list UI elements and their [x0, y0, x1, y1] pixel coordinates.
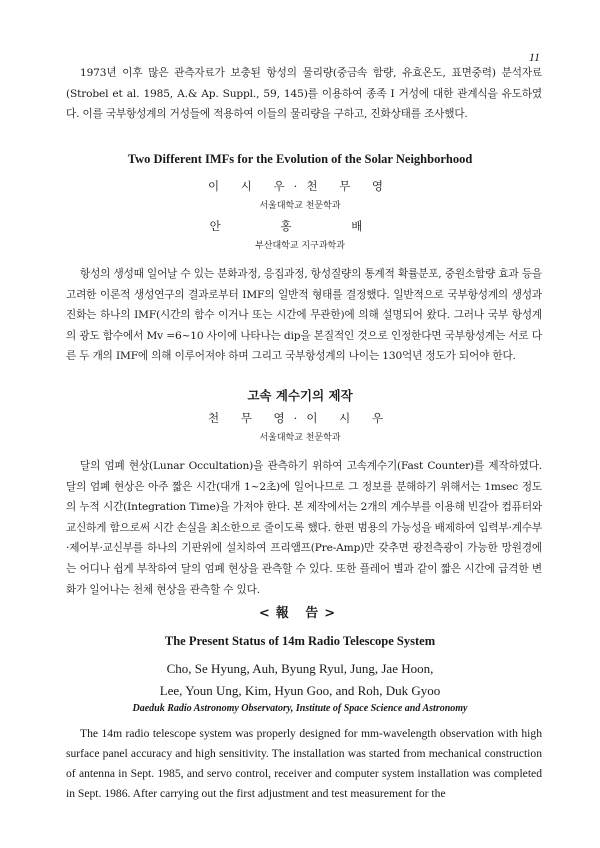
section2-title: 고속 계수기의 제작 [247, 388, 353, 403]
section2-body: 달의 엄폐 현상(Lunar Occultation)을 관측하기 위하여 고속계수기(Fast Counter)를 제작하였다. 달의 엄폐 현상은 아주 짧은 시간(대개 1~2초)에 일어나므로 그 정보를 분해하기 위해서는 1msec 정도의 누적 시간(Integration Time)을 가져야 한다. 본 제작에서는 2개의 계수부를 이용해 빈갈아 컴퓨터와 교신하게 함으로써 시간 손실을 최소한으로 줄이도록 했다. 한편 범용의 가능성을 배제하여 입력부·계수부·제어부·교신부를 하나의 기판위에 설치하여 프리앰프(Pre-Amp)만 갖추면 광전측광이 가능한 망원경에는 어디나 쉽게 부착하여 달의 엄폐 현상을 관측할 수 있다. 또한 플레어 별과 같이 짧은 시간에 급격한 변화가 일어나는 천체 현상을 관측할 수 있다. [66, 460, 542, 596]
intro-paragraph: 1973년 이후 많은 관측자료가 보충된 항성의 물리량(중금속 함량, 유효온도, 표면중력) 분석자료(Strobel et al. 1985, A.& Ap. Suppl., 59, 145)를 이용하여 종족 I 거성에 대한 관계식을 유도하였다. 이를 국부항성계의 거성들에 적용하여 이들의 물리량을 구하고, 진화상태를 조사했다. [66, 67, 542, 121]
report-heading: <報 告> [258, 606, 342, 621]
section1-title: Two Different IMFs for the Evolution of the Solar Neighborhood [127, 152, 473, 166]
section2-affiliation: 서울대학교 천문학과 [259, 433, 341, 443]
section1-affiliation2: 부산대학교 지구과학과 [255, 241, 345, 251]
section1-affiliation: 서울대학교 천문학과 [259, 201, 341, 211]
section1-body: 항성의 생성때 일어날 수 있는 분화과정, 응집과정, 항성질량의 통계적 확률분포, 중원소함량 효과 등을 고려한 이론적 생성연구의 결과로부터 IMF의 일반적 형태를 결정했다. 일반적으로 국부항성계의 생성과 진화는 하나의 IMF(시간의 함수 이거나 또는 시간에 무관한)에 의해 설명되어 왔다. 그러나 국부 항성계의 광도 함수에서 Mv =6~10 사이에 나타나는 dip을 본질적인 것으로 인정한다면 국부항성계는 서로 다른 두 개의 IMF에 의해 이루어져야 하며 그리고 국부항성계의 나이는 130억년 정도가 되어야 한다. [66, 268, 542, 363]
report-authors-line2: Lee, Youn Ung, Kim, Hyun Goo, and Roh, Duk Gyoo [159, 683, 441, 698]
report-authors-line1: Cho, Se Hyung, Auh, Byung Ryul, Jung, Jae Hoon, [166, 661, 434, 676]
section1-author2: 안 홍 배 [209, 219, 391, 233]
page-number: 11 [528, 50, 540, 64]
report-title: The Present Status of 14m Radio Telescope System [164, 634, 436, 648]
section2-authors: 천 무 영·이 시 우 [208, 411, 392, 425]
section1-authors: 이 시 우·천 무 영 [208, 179, 392, 193]
report-affiliation: Daeduk Radio Astronomy Observatory, Institute of Space Science and Astronomy [132, 703, 468, 714]
report-body: The 14m radio telescope system was properly designed for mm-wavelength observation with high surface panel accuracy and high sensitivity. The installation was started from mechanical construction of antenna in Sept. 1985, and servo control, receiver and computer system installation was completed in Sept. 1986. After carrying out the first adjustment and test measurement for the [66, 727, 542, 800]
